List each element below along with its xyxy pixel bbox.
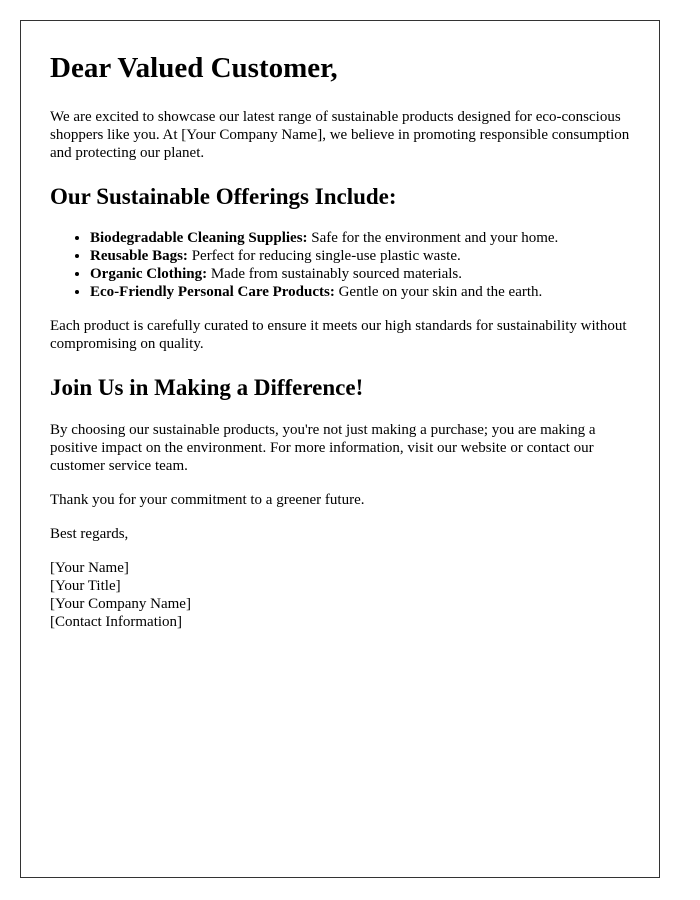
- offering-desc: Perfect for reducing single-use plastic waste.: [187, 248, 461, 265]
- join-paragraph: By choosing our sustainable products, you're not just making a purchase; you are making a positive impact on the environment. For more information, visit our website or contact our customer service team.: [50, 421, 596, 474]
- offering-item-cleaning: [90, 229, 630, 247]
- intro-paragraph: We are excited to showcase our latest range of sustainable products designed for eco-conscious shoppers like you. At [Your Company Name], we believe in promoting responsible consumption and protecting our planet.: [50, 108, 630, 161]
- signature-company: [Your Company Name]: [50, 595, 191, 612]
- offering-title: Eco-Friendly Personal Care Products:: [90, 284, 335, 301]
- offering-desc: Made from sustainably sourced materials.: [207, 266, 463, 283]
- signature-contact: [Contact Information]: [50, 613, 183, 630]
- offering-desc: Safe for the environment and your home.: [307, 230, 559, 247]
- offerings-list: [50, 229, 630, 301]
- offering-item-bags: [90, 247, 630, 265]
- thanks-paragraph: Thank you for your commitment to a greener future.: [50, 491, 365, 508]
- closing-line: Best regards,: [50, 525, 129, 542]
- offering-title: Biodegradable Cleaning Supplies:: [90, 230, 308, 247]
- offering-item-clothing: [90, 265, 630, 283]
- signature-block: [50, 559, 630, 631]
- letter-greeting: Dear Valued Customer,: [50, 52, 338, 84]
- offering-item-personal-care: [90, 283, 630, 301]
- offerings-heading: Our Sustainable Offerings Include:: [50, 183, 397, 209]
- offering-title: Reusable Bags:: [90, 248, 188, 265]
- signature-title: [Your Title]: [50, 577, 121, 594]
- letter-page: [20, 20, 660, 878]
- signature-name: [Your Name]: [50, 559, 129, 576]
- join-heading: Join Us in Making a Difference!: [50, 375, 364, 401]
- offering-desc: Gentle on your skin and the earth.: [334, 284, 543, 301]
- offering-title: Organic Clothing:: [90, 266, 208, 283]
- curated-paragraph: Each product is carefully curated to ensure it meets our high standards for sustainability without compromising on quality.: [50, 318, 627, 353]
